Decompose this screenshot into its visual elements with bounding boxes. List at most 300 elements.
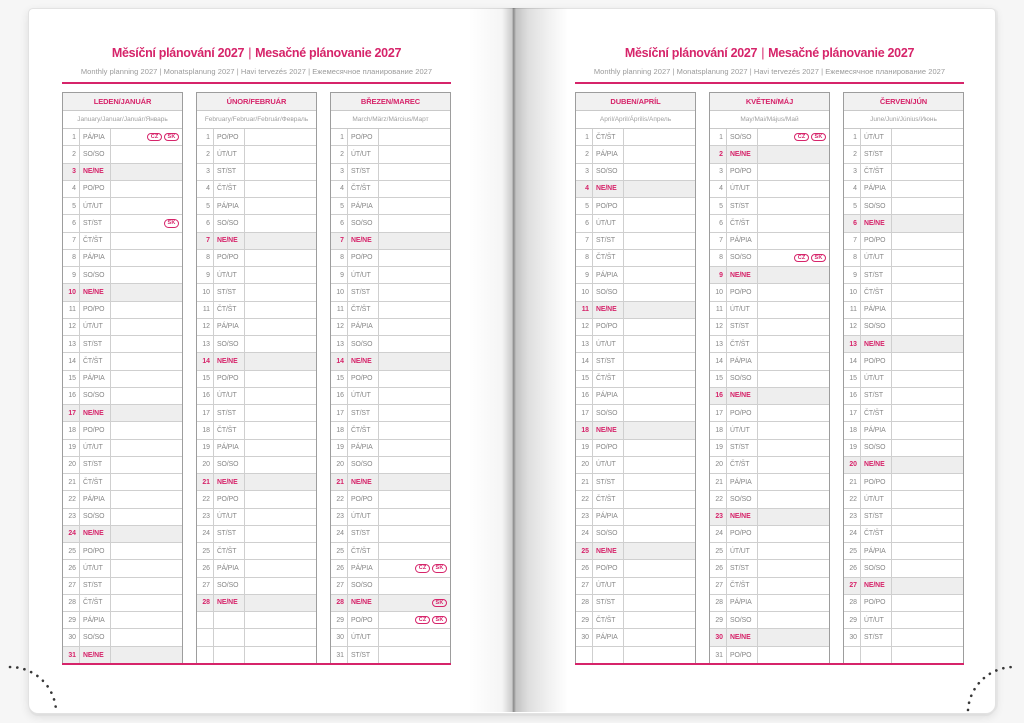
day-row-12: [197, 319, 316, 336]
notes-cell: [111, 198, 182, 214]
day-number: 29: [844, 612, 861, 628]
day-of-week-label: [214, 629, 245, 645]
notes-cell: [758, 543, 829, 559]
notes-cell: [758, 491, 829, 507]
day-of-week-label: NE/NE: [727, 267, 758, 283]
day-of-week-label: NE/NE: [214, 595, 245, 611]
day-number: 17: [331, 405, 348, 421]
day-number: 13: [197, 336, 214, 352]
day-row-15: [197, 371, 316, 388]
day-row-28: [576, 595, 695, 612]
day-row-19: [331, 440, 450, 457]
day-of-week-label: ST/ST: [861, 388, 892, 404]
day-row-14: [63, 353, 182, 370]
top-rule: [62, 82, 451, 84]
notes-cell: [758, 509, 829, 525]
notes-cell: [379, 129, 450, 145]
day-number: 26: [63, 560, 80, 576]
notes-cell: [245, 250, 316, 266]
month-name-languages: April/April/Április/Апрель: [576, 111, 695, 129]
day-row-21: [331, 474, 450, 491]
day-of-week-label: [861, 647, 892, 664]
notes-cell: [892, 612, 963, 628]
day-row-7: [331, 233, 450, 250]
day-row-6: [197, 215, 316, 232]
day-row-12: [576, 319, 695, 336]
day-row-27: [576, 578, 695, 595]
day-number: [844, 647, 861, 664]
month-table--erven-j-n: [843, 92, 964, 665]
day-row-29: [63, 612, 182, 629]
day-row-25: [710, 543, 829, 560]
day-of-week-label: ST/ST: [80, 457, 111, 473]
day-number: 29: [576, 612, 593, 628]
notes-cell: [245, 647, 316, 664]
day-number: 3: [197, 164, 214, 180]
day-of-week-label: PÁ/PIA: [593, 629, 624, 645]
day-of-week-label: NE/NE: [727, 146, 758, 162]
day-row-5: [331, 198, 450, 215]
day-row-25: [844, 543, 963, 560]
notes-cell: [245, 440, 316, 456]
day-number: 13: [710, 336, 727, 352]
notes-cell: [758, 440, 829, 456]
day-of-week-label: SO/SO: [214, 215, 245, 231]
day-number: 14: [331, 353, 348, 369]
day-number: 14: [63, 353, 80, 369]
notes-cell: [624, 371, 695, 387]
day-row-26: [710, 560, 829, 577]
day-number: 9: [331, 267, 348, 283]
notes-cell: [245, 129, 316, 145]
day-row-16: [197, 388, 316, 405]
day-number: 3: [844, 164, 861, 180]
day-number: 30: [331, 629, 348, 645]
blank-row: [197, 647, 316, 664]
day-of-week-label: ST/ST: [348, 526, 379, 542]
day-of-week-label: SO/SO: [348, 215, 379, 231]
day-of-week-label: SO/SO: [861, 560, 892, 576]
day-row-2: [197, 146, 316, 163]
holiday-badge-cz: CZ: [147, 133, 162, 142]
day-number: 13: [63, 336, 80, 352]
holiday-badge-sk: SK: [432, 564, 447, 573]
day-of-week-label: [214, 612, 245, 628]
day-of-week-label: ST/ST: [80, 578, 111, 594]
day-number: 3: [710, 164, 727, 180]
day-number: 7: [63, 233, 80, 249]
day-number: [197, 647, 214, 664]
notes-cell: [624, 284, 695, 300]
day-number: 31: [331, 647, 348, 664]
notes-cell: [111, 543, 182, 559]
notes-cell: [624, 164, 695, 180]
day-row-12: [331, 319, 450, 336]
day-of-week-label: PÁ/PIA: [593, 267, 624, 283]
day-of-week-label: PÁ/PIA: [861, 543, 892, 559]
day-number: 30: [710, 629, 727, 645]
top-rule: [575, 82, 964, 84]
day-row-15: [331, 371, 450, 388]
day-row-11: [710, 302, 829, 319]
day-row-4: [331, 181, 450, 198]
day-number: 10: [63, 284, 80, 300]
day-number: 29: [331, 612, 348, 628]
day-row-7: [197, 233, 316, 250]
day-number: 10: [576, 284, 593, 300]
notes-cell: [111, 612, 182, 628]
day-of-week-label: SO/SO: [861, 440, 892, 456]
day-of-week-label: ÚT/UT: [727, 422, 758, 438]
day-of-week-label: PÁ/PIA: [727, 595, 758, 611]
notes-cell: [111, 388, 182, 404]
day-of-week-label: PÁ/PIA: [727, 474, 758, 490]
day-of-week-label: ČT/ŠT: [861, 526, 892, 542]
day-number: 22: [63, 491, 80, 507]
notes-cell: [758, 612, 829, 628]
day-number: 7: [197, 233, 214, 249]
day-of-week-label: ST/ST: [214, 164, 245, 180]
notes-cell: [111, 422, 182, 438]
day-of-week-label: PO/PO: [214, 371, 245, 387]
notes-cell: [379, 181, 450, 197]
day-of-week-label: ÚT/UT: [727, 302, 758, 318]
notes-cell: [758, 353, 829, 369]
day-of-week-label: PO/PO: [593, 198, 624, 214]
day-row-7: [576, 233, 695, 250]
notes-cell: [758, 595, 829, 611]
day-number: 10: [844, 284, 861, 300]
day-of-week-label: ÚT/UT: [348, 509, 379, 525]
day-row-1: [331, 129, 450, 146]
day-row-17: [331, 405, 450, 422]
day-of-week-label: ČT/ŠT: [214, 422, 245, 438]
notes-cell: [892, 302, 963, 318]
day-of-week-label: SO/SO: [727, 371, 758, 387]
day-number: 14: [710, 353, 727, 369]
notes-cell: [624, 353, 695, 369]
notes-cell: [111, 371, 182, 387]
notes-cell: [624, 250, 695, 266]
notes-cell: [245, 284, 316, 300]
day-row-18: [844, 422, 963, 439]
day-of-week-label: NE/NE: [348, 595, 379, 611]
month-table--nor-febru-r: [196, 92, 317, 665]
day-row-18: [710, 422, 829, 439]
day-number: 28: [844, 595, 861, 611]
day-row-29: [576, 612, 695, 629]
day-of-week-label: SO/SO: [80, 388, 111, 404]
day-row-3: [710, 164, 829, 181]
day-of-week-label: SO/SO: [593, 284, 624, 300]
day-of-week-label: NE/NE: [80, 405, 111, 421]
day-number: 28: [197, 595, 214, 611]
day-row-22: [576, 491, 695, 508]
day-row-19: [197, 440, 316, 457]
notes-cell: [379, 474, 450, 490]
day-number: 26: [710, 560, 727, 576]
notes-cell: [624, 198, 695, 214]
day-row-16: [63, 388, 182, 405]
day-number: 20: [844, 457, 861, 473]
day-number: 8: [576, 250, 593, 266]
page-title-sk: Mesačné plánovanie 2027: [768, 46, 915, 60]
day-row-5: [197, 198, 316, 215]
day-of-week-label: NE/NE: [861, 578, 892, 594]
day-row-3: [331, 164, 450, 181]
day-of-week-label: ÚT/UT: [80, 440, 111, 456]
notes-cell: [624, 215, 695, 231]
day-of-week-label: PO/PO: [593, 319, 624, 335]
day-number: 7: [331, 233, 348, 249]
day-of-week-label: ST/ST: [214, 526, 245, 542]
day-row-22: [63, 491, 182, 508]
day-number: 18: [197, 422, 214, 438]
month-name-header: KVĚTEN/MÁJ: [710, 93, 829, 111]
day-of-week-label: ÚT/UT: [861, 612, 892, 628]
day-number: 5: [710, 198, 727, 214]
day-row-13: [63, 336, 182, 353]
notes-cell: [758, 457, 829, 473]
day-number: 5: [197, 198, 214, 214]
day-row-3: [576, 164, 695, 181]
day-row-6: [710, 215, 829, 232]
day-of-week-label: PO/PO: [80, 422, 111, 438]
day-row-25: [331, 543, 450, 560]
day-row-4: [576, 181, 695, 198]
title-separator: |: [248, 46, 252, 60]
day-of-week-label: PO/PO: [593, 560, 624, 576]
day-row-28: [710, 595, 829, 612]
day-row-14: [844, 353, 963, 370]
notes-cell: [379, 198, 450, 214]
day-of-week-label: ČT/ŠT: [593, 371, 624, 387]
day-number: 23: [331, 509, 348, 525]
day-of-week-label: ÚT/UT: [348, 267, 379, 283]
day-number: 24: [331, 526, 348, 542]
day-row-3: [197, 164, 316, 181]
day-number: 31: [63, 647, 80, 664]
day-number: 7: [576, 233, 593, 249]
day-row-6: [844, 215, 963, 232]
day-of-week-label: PO/PO: [214, 129, 245, 145]
day-of-week-label: PO/PO: [861, 595, 892, 611]
day-of-week-label: PÁ/PIA: [348, 560, 379, 576]
notes-cell: [111, 405, 182, 421]
day-number: 25: [576, 543, 593, 559]
day-row-22: [844, 491, 963, 508]
day-row-5: [63, 198, 182, 215]
day-number: 10: [197, 284, 214, 300]
day-of-week-label: PO/PO: [348, 491, 379, 507]
notes-cell: [624, 388, 695, 404]
day-of-week-label: SO/SO: [593, 164, 624, 180]
day-of-week-label: PÁ/PIA: [861, 302, 892, 318]
day-of-week-label: PO/PO: [727, 284, 758, 300]
page-title-sk: Mesačné plánovanie 2027: [255, 46, 402, 60]
notes-cell: [379, 595, 450, 611]
notes-cell: [379, 578, 450, 594]
notes-cell: [624, 629, 695, 645]
day-row-17: [63, 405, 182, 422]
notes-cell: [379, 215, 450, 231]
day-row-20: [710, 457, 829, 474]
notes-cell: [379, 302, 450, 318]
day-number: 15: [844, 371, 861, 387]
day-of-week-label: NE/NE: [348, 353, 379, 369]
notes-cell: [892, 388, 963, 404]
day-of-week-label: ST/ST: [593, 474, 624, 490]
page-left-months: [62, 92, 451, 663]
day-of-week-label: SO/SO: [214, 457, 245, 473]
day-row-17: [844, 405, 963, 422]
day-of-week-label: PO/PO: [80, 302, 111, 318]
notes-cell: [892, 319, 963, 335]
notes-cell: [245, 233, 316, 249]
day-number: 26: [331, 560, 348, 576]
day-row-17: [576, 405, 695, 422]
day-number: 3: [331, 164, 348, 180]
notes-cell: [245, 336, 316, 352]
notes-cell: [624, 336, 695, 352]
day-number: 13: [331, 336, 348, 352]
notes-cell: [379, 250, 450, 266]
notes-cell: [892, 629, 963, 645]
day-number: 10: [331, 284, 348, 300]
day-of-week-label: SO/SO: [80, 629, 111, 645]
day-number: 18: [844, 422, 861, 438]
day-number: 20: [197, 457, 214, 473]
day-number: 2: [576, 146, 593, 162]
day-row-17: [710, 405, 829, 422]
day-row-7: [63, 233, 182, 250]
day-number: 28: [331, 595, 348, 611]
day-of-week-label: PO/PO: [727, 164, 758, 180]
day-of-week-label: ST/ST: [214, 284, 245, 300]
day-number: 30: [844, 629, 861, 645]
day-of-week-label: PÁ/PIA: [214, 198, 245, 214]
notes-cell: [111, 629, 182, 645]
notes-cell: [111, 233, 182, 249]
day-of-week-label: ČT/ŠT: [348, 302, 379, 318]
notes-cell: [245, 474, 316, 490]
notes-cell: [111, 560, 182, 576]
bottom-rule: [62, 663, 451, 665]
notes-cell: [245, 457, 316, 473]
day-of-week-label: PÁ/PIA: [80, 612, 111, 628]
day-row-2: [710, 146, 829, 163]
day-of-week-label: ÚT/UT: [727, 543, 758, 559]
day-of-week-label: NE/NE: [861, 336, 892, 352]
day-row-14: [576, 353, 695, 370]
month-name-header: BŘEZEN/MAREC: [331, 93, 450, 111]
notes-cell: [111, 526, 182, 542]
notes-cell: [379, 491, 450, 507]
notes-cell: [892, 284, 963, 300]
day-row-10: [576, 284, 695, 301]
day-row-26: [844, 560, 963, 577]
notes-cell: [624, 233, 695, 249]
notes-cell: [245, 491, 316, 507]
notes-cell: [892, 129, 963, 145]
day-number: 1: [331, 129, 348, 145]
day-number: [197, 612, 214, 628]
day-row-25: [576, 543, 695, 560]
month-name-languages: March/März/Március/Март: [331, 111, 450, 129]
page-subtitle: Monthly planning 2027 | Monatsplanung 2027 | Havi tervezés 2027 | Ежемесячное планирование 2027: [80, 67, 433, 76]
day-row-8: [710, 250, 829, 267]
day-row-31: [710, 647, 829, 664]
notes-cell: [892, 509, 963, 525]
day-of-week-label: ST/ST: [727, 560, 758, 576]
day-number: 6: [576, 215, 593, 231]
day-number: 8: [710, 250, 727, 266]
notes-cell: [111, 578, 182, 594]
day-of-week-label: NE/NE: [861, 215, 892, 231]
day-row-16: [710, 388, 829, 405]
notes-cell: [245, 629, 316, 645]
day-of-week-label: ST/ST: [861, 629, 892, 645]
day-row-30: [844, 629, 963, 646]
day-number: 5: [63, 198, 80, 214]
notes-cell: [892, 215, 963, 231]
day-number: 25: [63, 543, 80, 559]
notes-cell: [245, 560, 316, 576]
day-of-week-label: PÁ/PIA: [80, 129, 111, 145]
notes-cell: [245, 198, 316, 214]
day-row-1: [844, 129, 963, 146]
day-row-4: [197, 181, 316, 198]
day-row-15: [63, 371, 182, 388]
day-of-week-label: NE/NE: [727, 629, 758, 645]
notes-cell: [892, 233, 963, 249]
day-number: 27: [710, 578, 727, 594]
day-of-week-label: ST/ST: [348, 405, 379, 421]
day-number: 6: [331, 215, 348, 231]
day-row-14: [710, 353, 829, 370]
day-row-20: [844, 457, 963, 474]
day-number: 30: [576, 629, 593, 645]
day-of-week-label: PO/PO: [727, 647, 758, 664]
notes-cell: [379, 560, 450, 576]
page-right: [575, 0, 964, 723]
notes-cell: [892, 353, 963, 369]
day-row-2: [576, 146, 695, 163]
day-number: 24: [576, 526, 593, 542]
day-of-week-label: PÁ/PIA: [861, 181, 892, 197]
notes-cell: [624, 474, 695, 490]
day-row-10: [844, 284, 963, 301]
notes-cell: [245, 181, 316, 197]
day-row-9: [197, 267, 316, 284]
day-of-week-label: PO/PO: [214, 250, 245, 266]
notes-cell: [892, 181, 963, 197]
day-row-29: [710, 612, 829, 629]
day-row-22: [331, 491, 450, 508]
day-of-week-label: SO/SO: [80, 146, 111, 162]
day-number: 11: [576, 302, 593, 318]
day-row-13: [844, 336, 963, 353]
blank-row: [844, 647, 963, 664]
day-row-8: [576, 250, 695, 267]
notes-cell: [379, 267, 450, 283]
notes-cell: [758, 319, 829, 335]
month-name-header: LEDEN/JANUÁR: [63, 93, 182, 111]
day-of-week-label: SO/SO: [593, 526, 624, 542]
notes-cell: [624, 509, 695, 525]
notes-cell: [245, 319, 316, 335]
day-number: 26: [844, 560, 861, 576]
